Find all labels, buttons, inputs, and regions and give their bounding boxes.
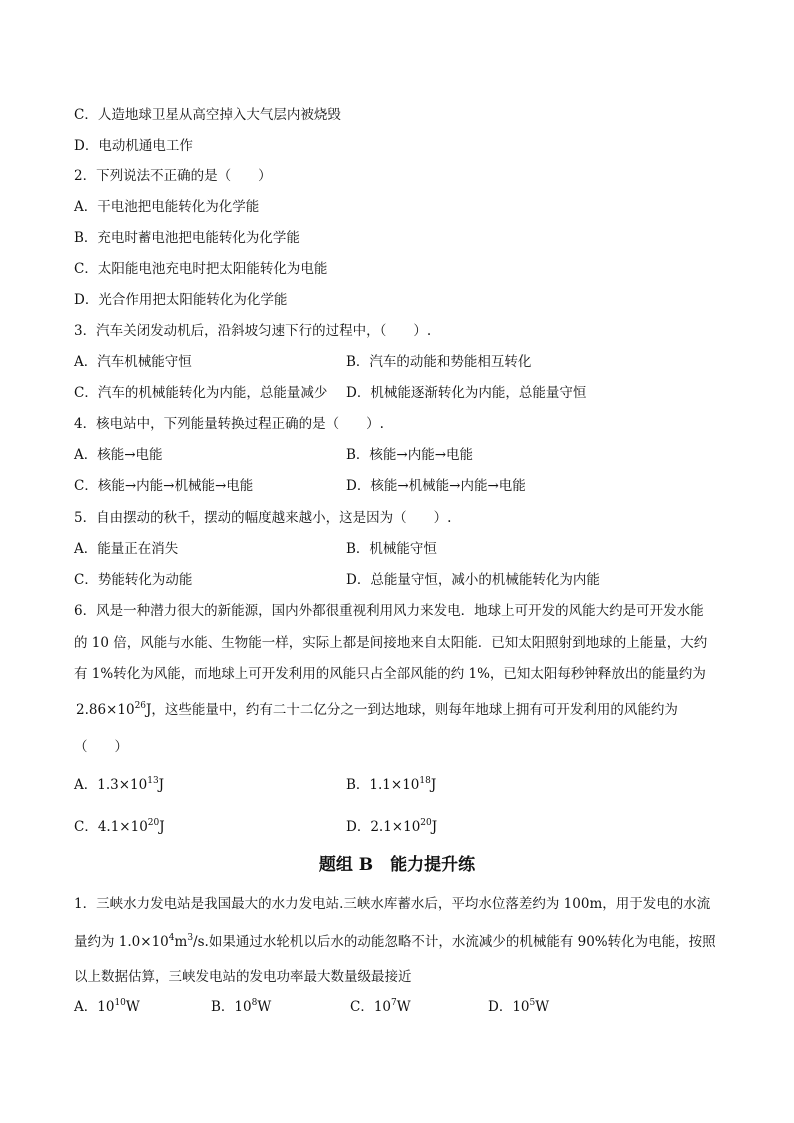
q6-option-a-unit: J xyxy=(158,777,165,793)
q4-option-a: A．核能→电能 xyxy=(74,447,163,463)
b1-option-d-unit: W xyxy=(535,999,550,1015)
q6-option-c-unit: J xyxy=(159,819,165,835)
q6-option-d-base: D．2.1×10 xyxy=(346,819,421,835)
section-b-title: 题组 B 能力提升练 xyxy=(318,855,476,875)
b1-option-a-unit: W xyxy=(125,999,140,1015)
q6-option-d xyxy=(346,818,437,836)
q3-option-c: C．汽车的机械能转化为内能，总能量减少 xyxy=(74,385,328,401)
question-6-answer-blank: （ ） xyxy=(74,739,128,755)
b1-option-b-base: B．10 xyxy=(211,999,252,1015)
q6-option-a-base: A．1.3×10 xyxy=(74,777,148,793)
b1-options xyxy=(74,998,734,1016)
b1-option-a xyxy=(74,998,211,1016)
b1-flow-base: 量约为 1.0×10 xyxy=(74,934,169,950)
q2-option-a: A．干电池把电能转化为化学能 xyxy=(74,199,260,215)
q5-option-b: B．机械能守恒 xyxy=(346,541,437,557)
b1-flow-exponent: 4 xyxy=(168,932,175,943)
q6-option-b-unit: J xyxy=(430,777,437,793)
question-6-line-4 xyxy=(76,701,678,719)
b1-option-c-base: C．10 xyxy=(350,999,392,1015)
b1-option-c xyxy=(350,998,488,1016)
q6-line-4-text: J，这些能量中，约有二十二亿分之一到达地球，则每年地球上拥有可开发利用的风能约为 xyxy=(146,702,678,718)
q5-option-a: A．能量正在消失 xyxy=(74,541,179,557)
q3-option-b: B．汽车的动能和势能相互转化 xyxy=(346,354,532,370)
b1-option-a-exponent: 10 xyxy=(114,997,126,1008)
b1-option-c-unit: W xyxy=(396,999,411,1015)
q5-option-c: C．势能转化为动能 xyxy=(74,572,193,588)
b1-option-b-unit: W xyxy=(257,999,272,1015)
q6-option-b-exponent: 18 xyxy=(419,775,431,786)
q6-energy-exponent: 26 xyxy=(134,700,147,711)
b1-option-a-base: A．10 xyxy=(74,999,115,1015)
b1-line-2-text: /s.如果通过水轮机以后水的动能忽略不计，水流减少的机械能有 90%转化为电能，按照 xyxy=(193,934,716,950)
b1-option-d-exponent: 5 xyxy=(529,997,536,1008)
question-4: 4．核电站中，下列能量转换过程正确的是（ ）. xyxy=(74,416,384,432)
b1-flow-unit: m xyxy=(174,934,188,950)
q6-option-a-exponent: 13 xyxy=(147,775,159,786)
q2-option-b: B．充电时蓄电池把电能转化为化学能 xyxy=(74,230,300,246)
q5-option-d: D．总能量守恒，减小的机械能转化为内能 xyxy=(346,572,600,588)
question-2: 2．下列说法不正确的是（ ） xyxy=(74,168,272,184)
b1-line-2 xyxy=(74,933,716,951)
b1-option-c-exponent: 7 xyxy=(391,997,397,1008)
b1-option-b xyxy=(211,998,350,1016)
question-3: 3．汽车关闭发动机后，沿斜坡匀速下行的过程中，（ ）. xyxy=(74,323,432,339)
q1-option-d: D．电动机通电工作 xyxy=(74,138,193,154)
b1-option-b-exponent: 8 xyxy=(251,997,258,1008)
q2-option-d: D．光合作用把太阳能转化为化学能 xyxy=(74,292,288,308)
q2-option-c: C．太阳能电池充电时把太阳能转化为电能 xyxy=(74,261,328,277)
q6-option-a xyxy=(74,776,164,794)
q4-option-d: D．核能→机械能→内能→电能 xyxy=(346,478,526,494)
q1-option-c: C．人造地球卫星从高空掉入大气层内被烧毁 xyxy=(74,107,341,123)
q6-option-c xyxy=(74,818,165,836)
q4-option-c: C．核能→内能→机械能→电能 xyxy=(74,478,254,494)
q6-option-d-exponent: 20 xyxy=(420,817,432,828)
q3-option-a: A．汽车机械能守恒 xyxy=(74,354,192,370)
question-6-line-1: 6．风是一种潜力很大的新能源，国内外都很重视利用风力来发电．地球上可开发的风能大约是可开发水能 xyxy=(74,603,704,619)
b1-option-d xyxy=(488,998,549,1016)
q6-option-b xyxy=(346,776,436,794)
b1-option-d-base: D．10 xyxy=(488,999,530,1015)
q3-option-d: D．机械能逐渐转化为内能，总能量守恒 xyxy=(346,385,587,401)
q6-option-c-base: C．4.1×10 xyxy=(74,819,148,835)
b1-flow-unit-exponent: 3 xyxy=(187,932,194,943)
q6-option-c-exponent: 20 xyxy=(147,817,160,828)
q6-option-b-base: B．1.1×10 xyxy=(346,777,420,793)
q6-energy-mantissa: 2.86×10 xyxy=(76,702,135,718)
q6-option-d-unit: J xyxy=(431,819,438,835)
question-5: 5．自由摆动的秋千，摆动的幅度越来越小，这是因为（ ）. xyxy=(74,510,452,526)
question-6-line-3: 有 1%转化为风能，而地球上可开发利用的风能只占全部风能的约 1%，已知太阳每秒钟释放出的能量约为 xyxy=(74,666,706,682)
b1-line-1: 1．三峡水力发电站是我国最大的水力发电站.三峡水库蓄水后，平均水位落差约为 100m，用于发电的水流 xyxy=(74,896,711,912)
q4-option-b: B．核能→内能→电能 xyxy=(346,447,474,463)
b1-line-3: 以上数据估算，三峡发电站的发电功率最大数量级最接近 xyxy=(74,969,412,985)
question-6-line-2: 的 10 倍，风能与水能、生物能一样，实际上都是间接地来自太阳能．已知太阳照射到地球的上能量，大约 xyxy=(74,635,708,651)
